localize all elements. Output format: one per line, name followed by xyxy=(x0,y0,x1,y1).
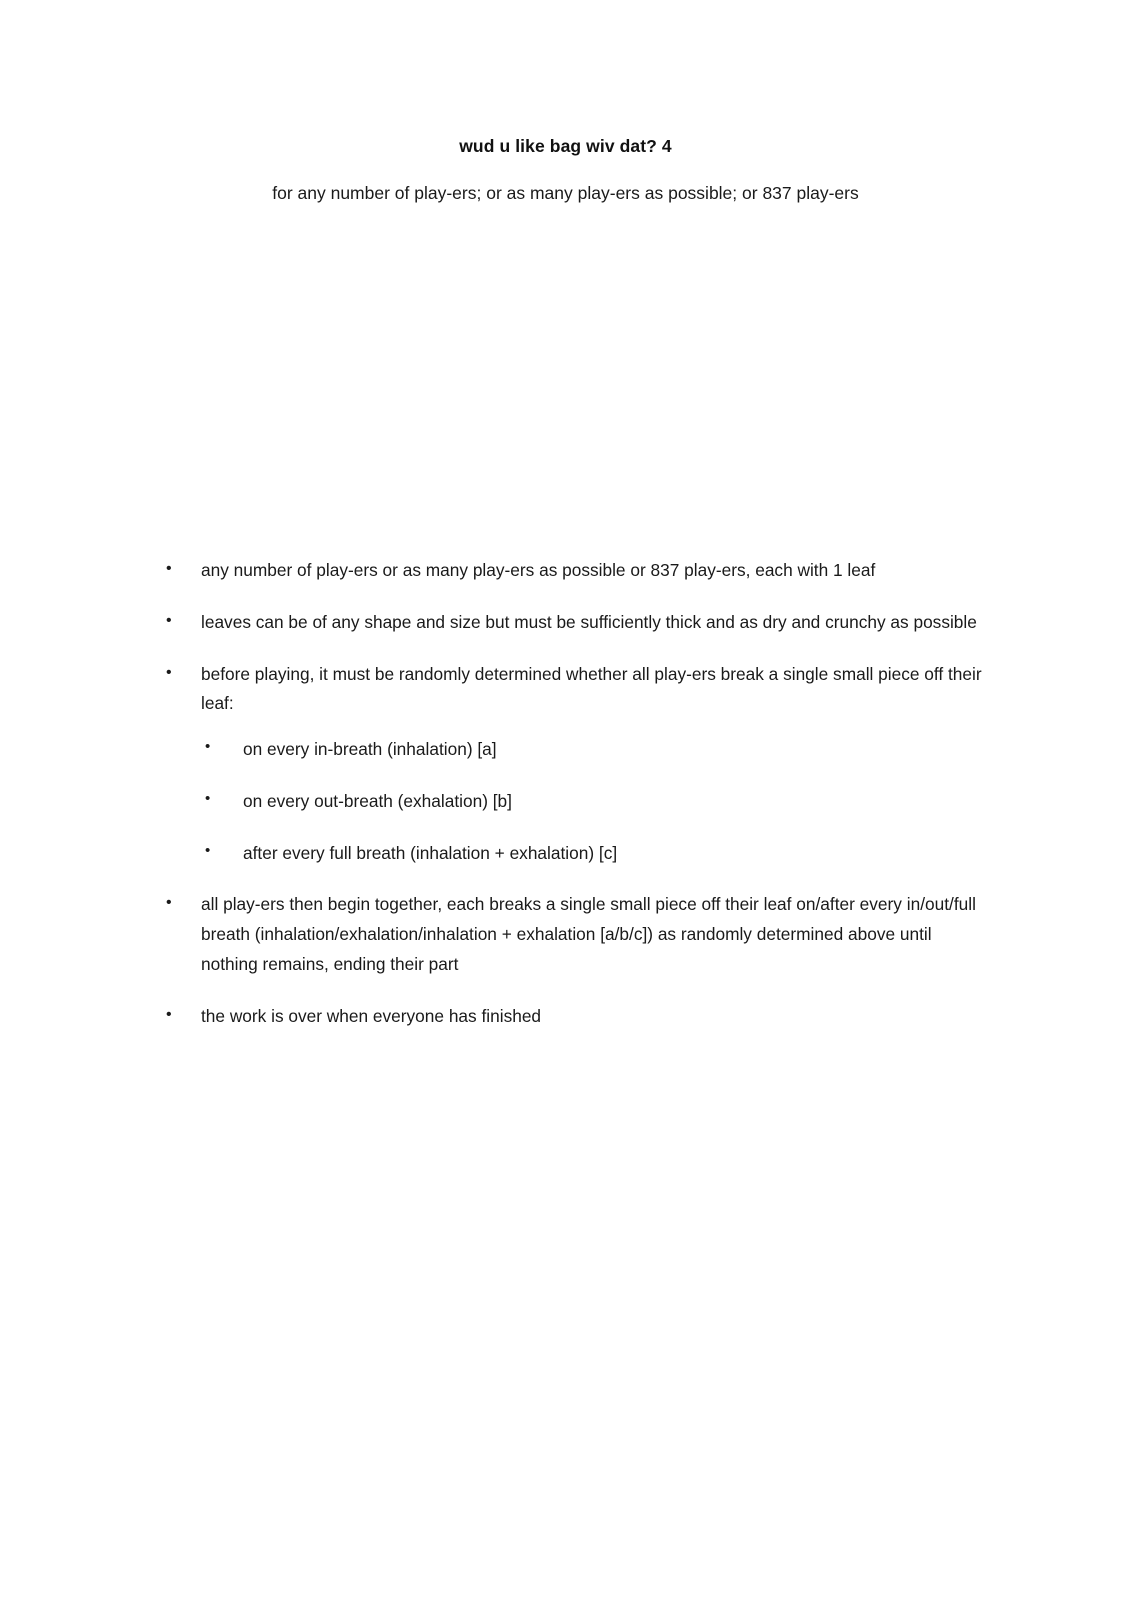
bullet-icon: • xyxy=(205,841,211,859)
sub-list xyxy=(201,735,990,868)
instructions-list xyxy=(160,556,990,1031)
bullet-icon: • xyxy=(205,738,211,755)
sub-list-item xyxy=(201,839,990,869)
list-item xyxy=(160,556,990,586)
bullet-icon: • xyxy=(166,663,172,681)
list-item-label: before playing, it must be randomly determined whether all play-ers break a single small piece off their leaf: xyxy=(201,663,982,714)
list-item-label: any number of play-ers or as many play-ers as possible or 837 play-ers, each with 1 leaf xyxy=(201,560,876,580)
sub-list-item-label: on every out-breath (exhalation) [b] xyxy=(243,790,512,811)
instructions-list-container xyxy=(160,556,990,1053)
bullet-icon: • xyxy=(166,894,172,912)
list-item xyxy=(160,608,990,638)
bullet-icon: • xyxy=(166,1005,172,1023)
list-item-label: leaves can be of any shape and size but must be sufficiently thick and as dry and crunchy as possible xyxy=(201,611,977,632)
page-title: wud u like bag wiv dat? 4 xyxy=(459,136,672,156)
list-item xyxy=(160,1002,990,1032)
bullet-icon: • xyxy=(166,611,172,629)
bullet-icon: • xyxy=(166,560,172,577)
sub-list-item-label: after every full breath (inhalation + exhalation) [c] xyxy=(243,842,618,863)
list-item xyxy=(160,660,990,869)
bullet-icon: • xyxy=(205,789,211,807)
list-item xyxy=(160,890,990,979)
page-subtitle: for any number of play-ers; or as many play-ers as possible; or 837 play-ers xyxy=(272,183,859,203)
sub-list-item xyxy=(201,735,990,765)
sub-list-item xyxy=(201,787,990,817)
list-item-label: the work is over when everyone has finished xyxy=(201,1005,542,1026)
sub-list-container xyxy=(201,735,990,868)
list-item-label: all play-ers then begin together, each breaks a single small piece off their leaf on/after every in/out/full breath (inhalation/exhalation/inhalation + exhalation [a/b/c]) as randomly determined above until nothing remains, ending their part xyxy=(201,894,976,974)
sub-list-item-label: on every in-breath (inhalation) [a] xyxy=(243,739,497,759)
